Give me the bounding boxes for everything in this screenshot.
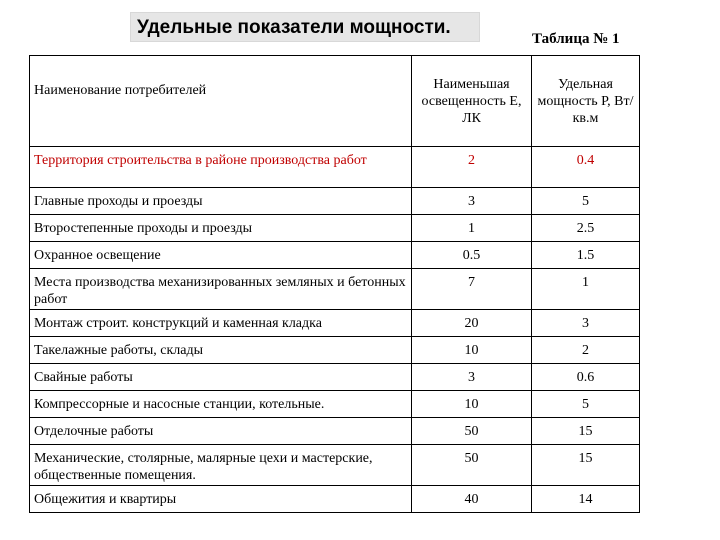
- row-illuminance: 10: [412, 391, 532, 418]
- row-illuminance: 7: [412, 269, 532, 310]
- row-power: 1.5: [532, 242, 640, 269]
- row-illuminance: 40: [412, 486, 532, 513]
- row-power: 2.5: [532, 215, 640, 242]
- header-illuminance: Наименьшая освещенность Е, ЛК: [412, 56, 532, 147]
- table-row: [30, 364, 640, 391]
- row-name: Главные проходы и проезды: [30, 188, 412, 215]
- row-illuminance: 50: [412, 418, 532, 445]
- table-row: [30, 242, 640, 269]
- row-name: Общежития и квартиры: [30, 486, 412, 513]
- table-row: [30, 269, 640, 310]
- row-name: Компрессорные и насосные станции, котельные.: [30, 391, 412, 418]
- page-title: Удельные показатели мощности.: [130, 12, 480, 42]
- row-illuminance: 10: [412, 337, 532, 364]
- header-power: Удельная мощность Р, Вт/кв.м: [532, 56, 640, 147]
- table-row: [30, 337, 640, 364]
- row-power: 14: [532, 486, 640, 513]
- table-row: [30, 147, 640, 188]
- row-illuminance: 2: [412, 147, 532, 188]
- header-consumer: Наименование потребителей: [30, 56, 412, 147]
- row-illuminance: 50: [412, 445, 532, 486]
- row-power: 2: [532, 337, 640, 364]
- row-illuminance: 20: [412, 310, 532, 337]
- row-name: Места производства механизированных земляных и бетонных работ: [30, 269, 412, 310]
- row-illuminance: 3: [412, 188, 532, 215]
- power-indicators-table: [29, 55, 640, 513]
- table-row: [30, 391, 640, 418]
- row-name: Охранное освещение: [30, 242, 412, 269]
- table-row: [30, 215, 640, 242]
- table-row: [30, 445, 640, 486]
- row-power: 0.4: [532, 147, 640, 188]
- row-name: Свайные работы: [30, 364, 412, 391]
- row-power: 0.6: [532, 364, 640, 391]
- table-row: [30, 486, 640, 513]
- row-power: 15: [532, 418, 640, 445]
- table-number-label: Таблица № 1: [532, 31, 620, 47]
- row-illuminance: 1: [412, 215, 532, 242]
- table-row: [30, 418, 640, 445]
- table-row: [30, 188, 640, 215]
- row-name: Отделочные работы: [30, 418, 412, 445]
- table-row: [30, 310, 640, 337]
- row-name: Монтаж строит. конструкций и каменная кладка: [30, 310, 412, 337]
- row-name: Механические, столярные, малярные цехи и мастерские, общественные помещения.: [30, 445, 412, 486]
- row-power: 5: [532, 188, 640, 215]
- row-power: 5: [532, 391, 640, 418]
- row-name: Второстепенные проходы и проезды: [30, 215, 412, 242]
- row-power: 15: [532, 445, 640, 486]
- header-row: [30, 56, 640, 147]
- row-illuminance: 3: [412, 364, 532, 391]
- row-name: Территория строительства в районе производства работ: [30, 147, 412, 188]
- row-illuminance: 0.5: [412, 242, 532, 269]
- row-power: 1: [532, 269, 640, 310]
- row-name: Такелажные работы, склады: [30, 337, 412, 364]
- row-power: 3: [532, 310, 640, 337]
